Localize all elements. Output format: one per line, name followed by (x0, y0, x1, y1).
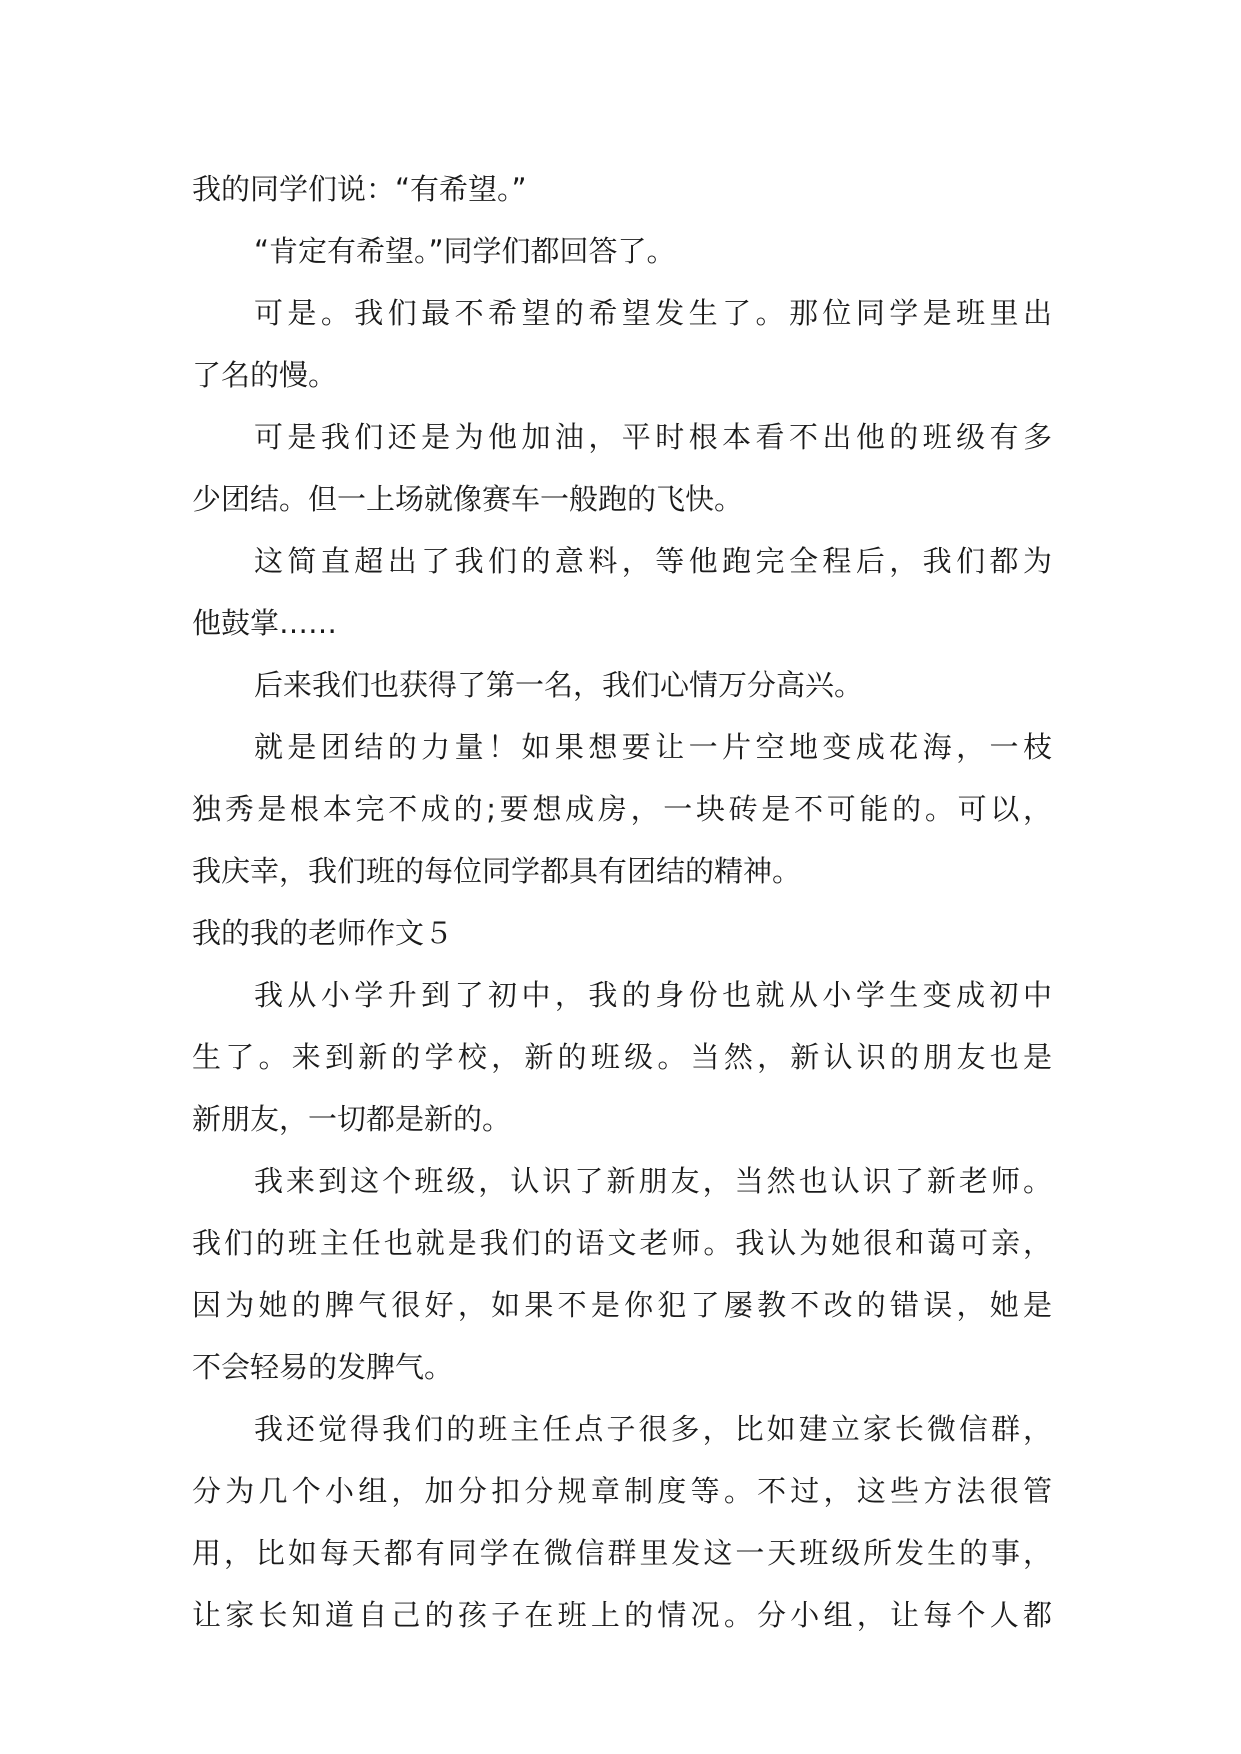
text-line: 这简直超出了我们的意料，等他跑完全程后，我们都为 (254, 544, 1052, 578)
text-line: 新朋友，一切都是新的。 (192, 1102, 512, 1136)
text-line: 我从小学升到了初中，我的身份也就从小学生变成初中 (254, 978, 1052, 1012)
text-line: 生了。来到新的学校，新的班级。当然，新认识的朋友也是 (192, 1040, 1052, 1074)
text-line: “肯定有希望。”同学们都回答了。 (254, 234, 676, 268)
text-line: 因为她的脾气很好，如果不是你犯了屡教不改的错误，她是 (192, 1288, 1052, 1322)
text-line: 可是。我们最不希望的希望发生了。那位同学是班里出 (254, 296, 1052, 330)
section-heading: 我的我的老师作文５ (192, 916, 454, 950)
essay-text (192, 158, 1052, 1646)
text-line: 用，比如每天都有同学在微信群里发这一天班级所发生的事， (192, 1536, 1052, 1570)
text-line: 我来到这个班级，认识了新朋友，当然也认识了新老师。 (254, 1164, 1052, 1198)
text-line: 让家长知道自己的孩子在班上的情况。分小组，让每个人都 (192, 1598, 1052, 1632)
text-line: 不会轻易的发脾气。 (192, 1350, 454, 1384)
text-line: 我庆幸，我们班的每位同学都具有团结的精神。 (192, 854, 802, 888)
text-line: 了名的慢。 (192, 358, 338, 392)
text-line: 后来我们也获得了第一名，我们心情万分高兴。 (254, 668, 864, 702)
text-line: 我还觉得我们的班主任点子很多，比如建立家长微信群， (254, 1412, 1052, 1446)
text-line: 独秀是根本完不成的;要想成房，一块砖是不可能的。可以， (192, 792, 1052, 826)
text-line: 可是我们还是为他加油，平时根本看不出他的班级有多 (254, 420, 1052, 454)
text-line: 就是团结的力量！如果想要让一片空地变成花海，一枝 (254, 730, 1052, 764)
text-line: 我的同学们说：“有希望。” (192, 172, 527, 206)
text-line: 少团结。但一上场就像赛车一般跑的飞快。 (192, 482, 744, 516)
text-line: 他鼓掌…… (192, 606, 338, 640)
text-line: 分为几个小组，加分扣分规章制度等。不过，这些方法很管 (192, 1474, 1052, 1508)
text-line: 我们的班主任也就是我们的语文老师。我认为她很和蔼可亲， (192, 1226, 1052, 1260)
